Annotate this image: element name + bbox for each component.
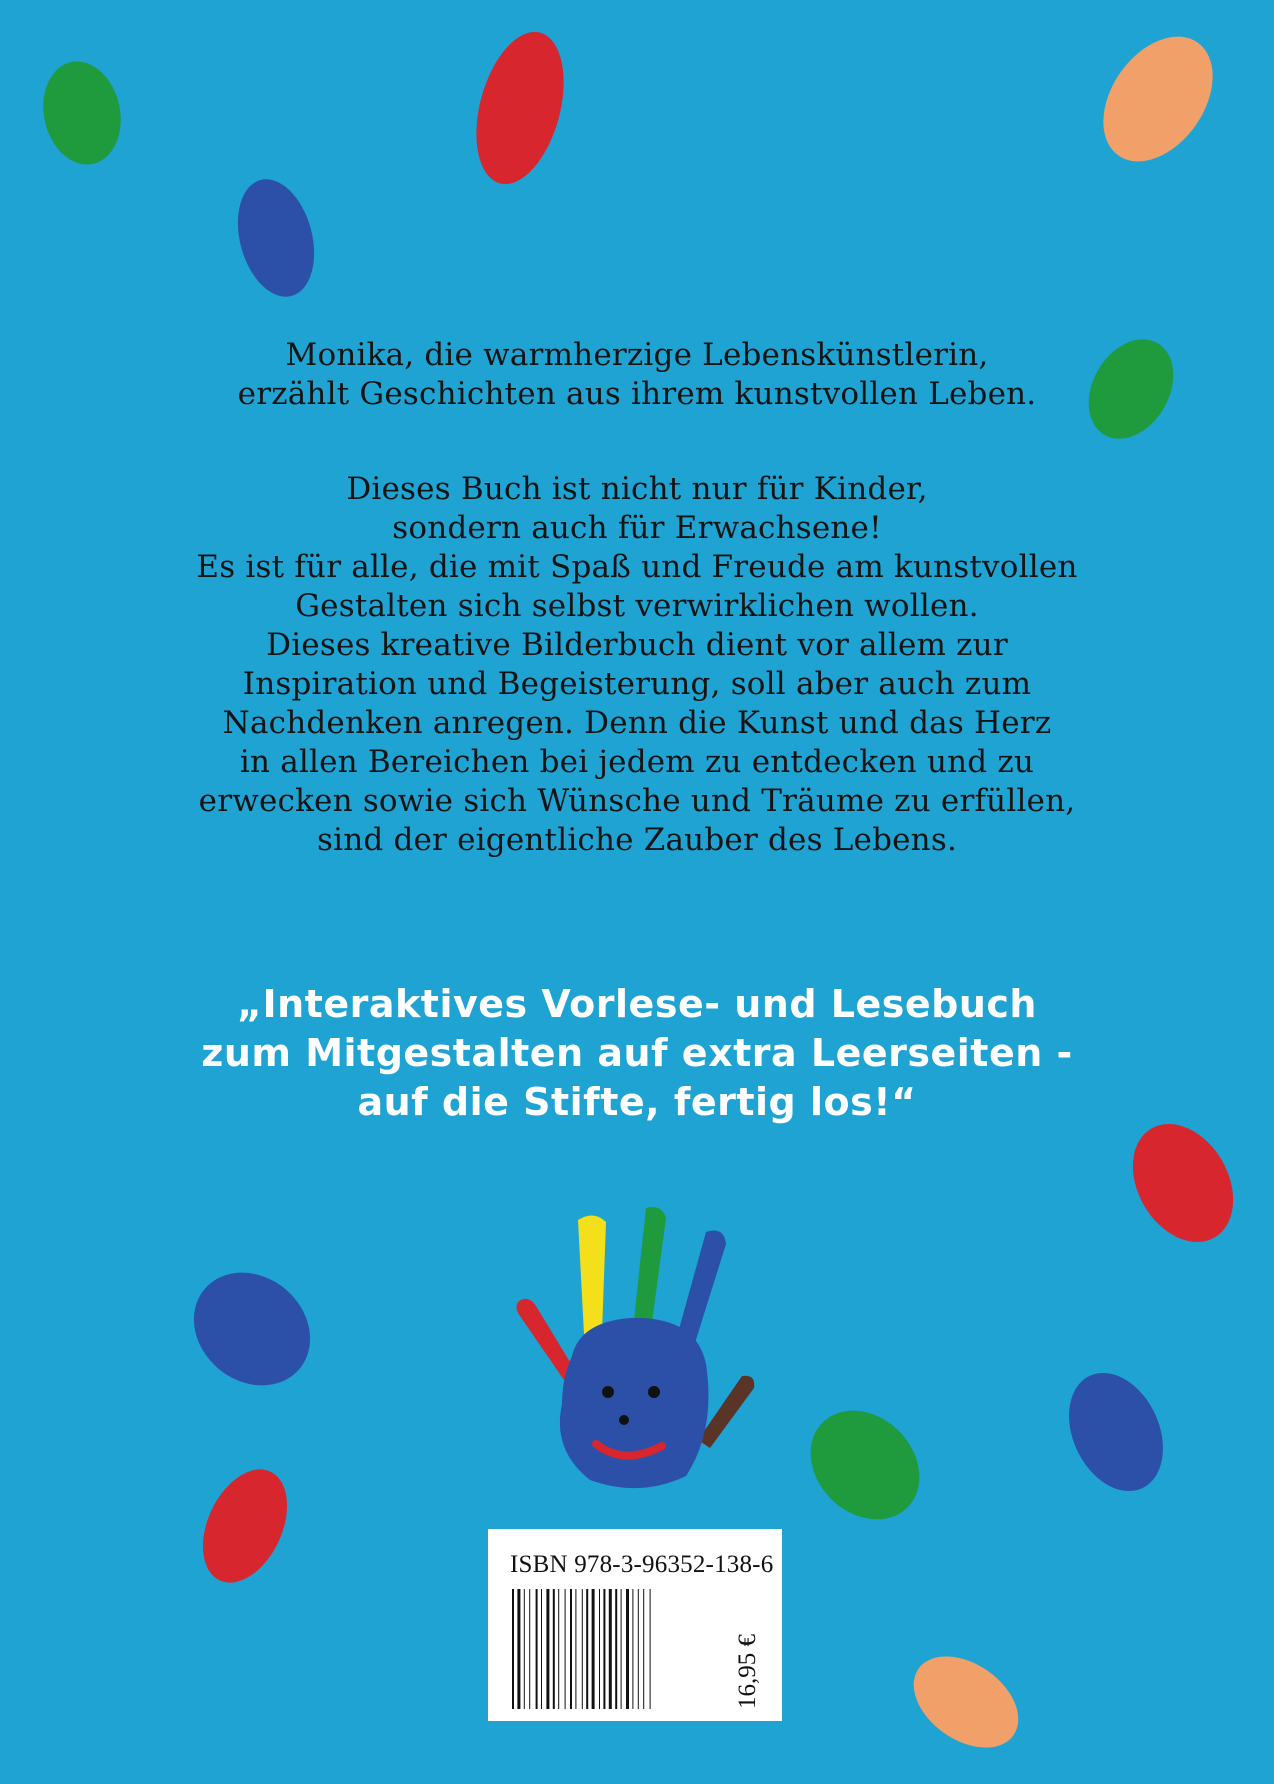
barcode-bar [512,1589,514,1709]
barcode-bar [621,1589,622,1709]
fingerprint-orange-bottom [897,1638,1036,1767]
tagline-line: zum Mitgestalten auf extra Leerseiten - [201,1031,1073,1075]
tagline-line: „Interaktives Vorlese- und Lesebuch [237,982,1037,1026]
description-line: in allen Bereichen bei jedem zu entdecken und zu [239,744,1035,780]
description-line: Dieses kreative Bilderbuch dient vor allem zur [266,627,1008,663]
intro-paragraph [0,336,1274,414]
intro-line: erzählt Geschichten aus ihrem kunstvollen Leben. [237,376,1037,412]
barcode-bar [575,1589,576,1709]
description-line: erwecken sowie sich Wünsche und Träume zu erfüllen, [198,783,1076,819]
description-line: Es ist für alle, die mit Spaß und Freude am kunstvollen [196,549,1078,585]
barcode-bar [615,1589,617,1709]
barcode-bar [529,1589,530,1709]
barcode-bar [541,1589,542,1709]
barcode-bar [582,1589,583,1709]
barcode-bar [599,1589,600,1709]
fingerprint-red-lower-left [186,1456,304,1596]
painted-handprint-smiley-icon [510,1196,770,1496]
fingerprint-blue-top-left [226,171,327,306]
barcode-bar [626,1589,629,1709]
fingerprint-orange-top-right [1081,16,1236,182]
barcode-bar [565,1589,566,1709]
fingerprint-green-top-left [34,54,130,172]
barcode-bar [586,1589,588,1709]
barcode-bar [553,1589,555,1709]
barcode-bar [638,1589,639,1709]
fingerprint-red-right [1113,1106,1254,1260]
barcode-bar [558,1589,559,1709]
barcode-bar [650,1589,651,1709]
barcode-bar [603,1589,605,1709]
description-line: sondern auch für Erwachsene! [392,510,882,546]
intro-line: Monika, die warmherzige Lebenskünstlerin, [285,337,989,373]
isbn-text: ISBN 978-3-96352-138-6 [510,1551,774,1578]
description-line: sind der eigentliche Zauber des Lebens. [316,822,958,858]
tagline-quote [0,980,1274,1127]
description-line: Inspiration und Begeisterung, soll aber auch zum [242,666,1032,702]
description-paragraph [0,470,1274,860]
barcode-bar [609,1589,612,1709]
description-line: Gestalten sich selbst verwirklichen wollen. [295,588,979,624]
description-line: Nachdenken anregen. Denn die Kunst und das Herz [222,705,1052,741]
fingerprint-blue-lower-right [1051,1358,1181,1507]
description-line: Dieses Buch ist nicht nur für Kinder, [346,471,928,507]
fingerprint-green-lower [789,1389,942,1542]
barcode-bar [592,1589,595,1709]
isbn-barcode-label [488,1529,782,1721]
tagline-line: auf die Stifte, fertig los!“ [357,1080,917,1124]
barcode-bar [546,1589,549,1709]
barcode-bar [643,1589,644,1709]
barcode-bars [510,1589,720,1709]
barcode-bar [517,1589,520,1709]
barcode-bar [536,1589,538,1709]
fingerprint-blue-left [171,1249,333,1408]
fingerprint-red-top [461,22,579,193]
barcode-bar [570,1589,572,1709]
barcode-bar [524,1589,525,1709]
barcode-bar [632,1589,633,1709]
price-label: 16,95 € [734,1634,761,1709]
